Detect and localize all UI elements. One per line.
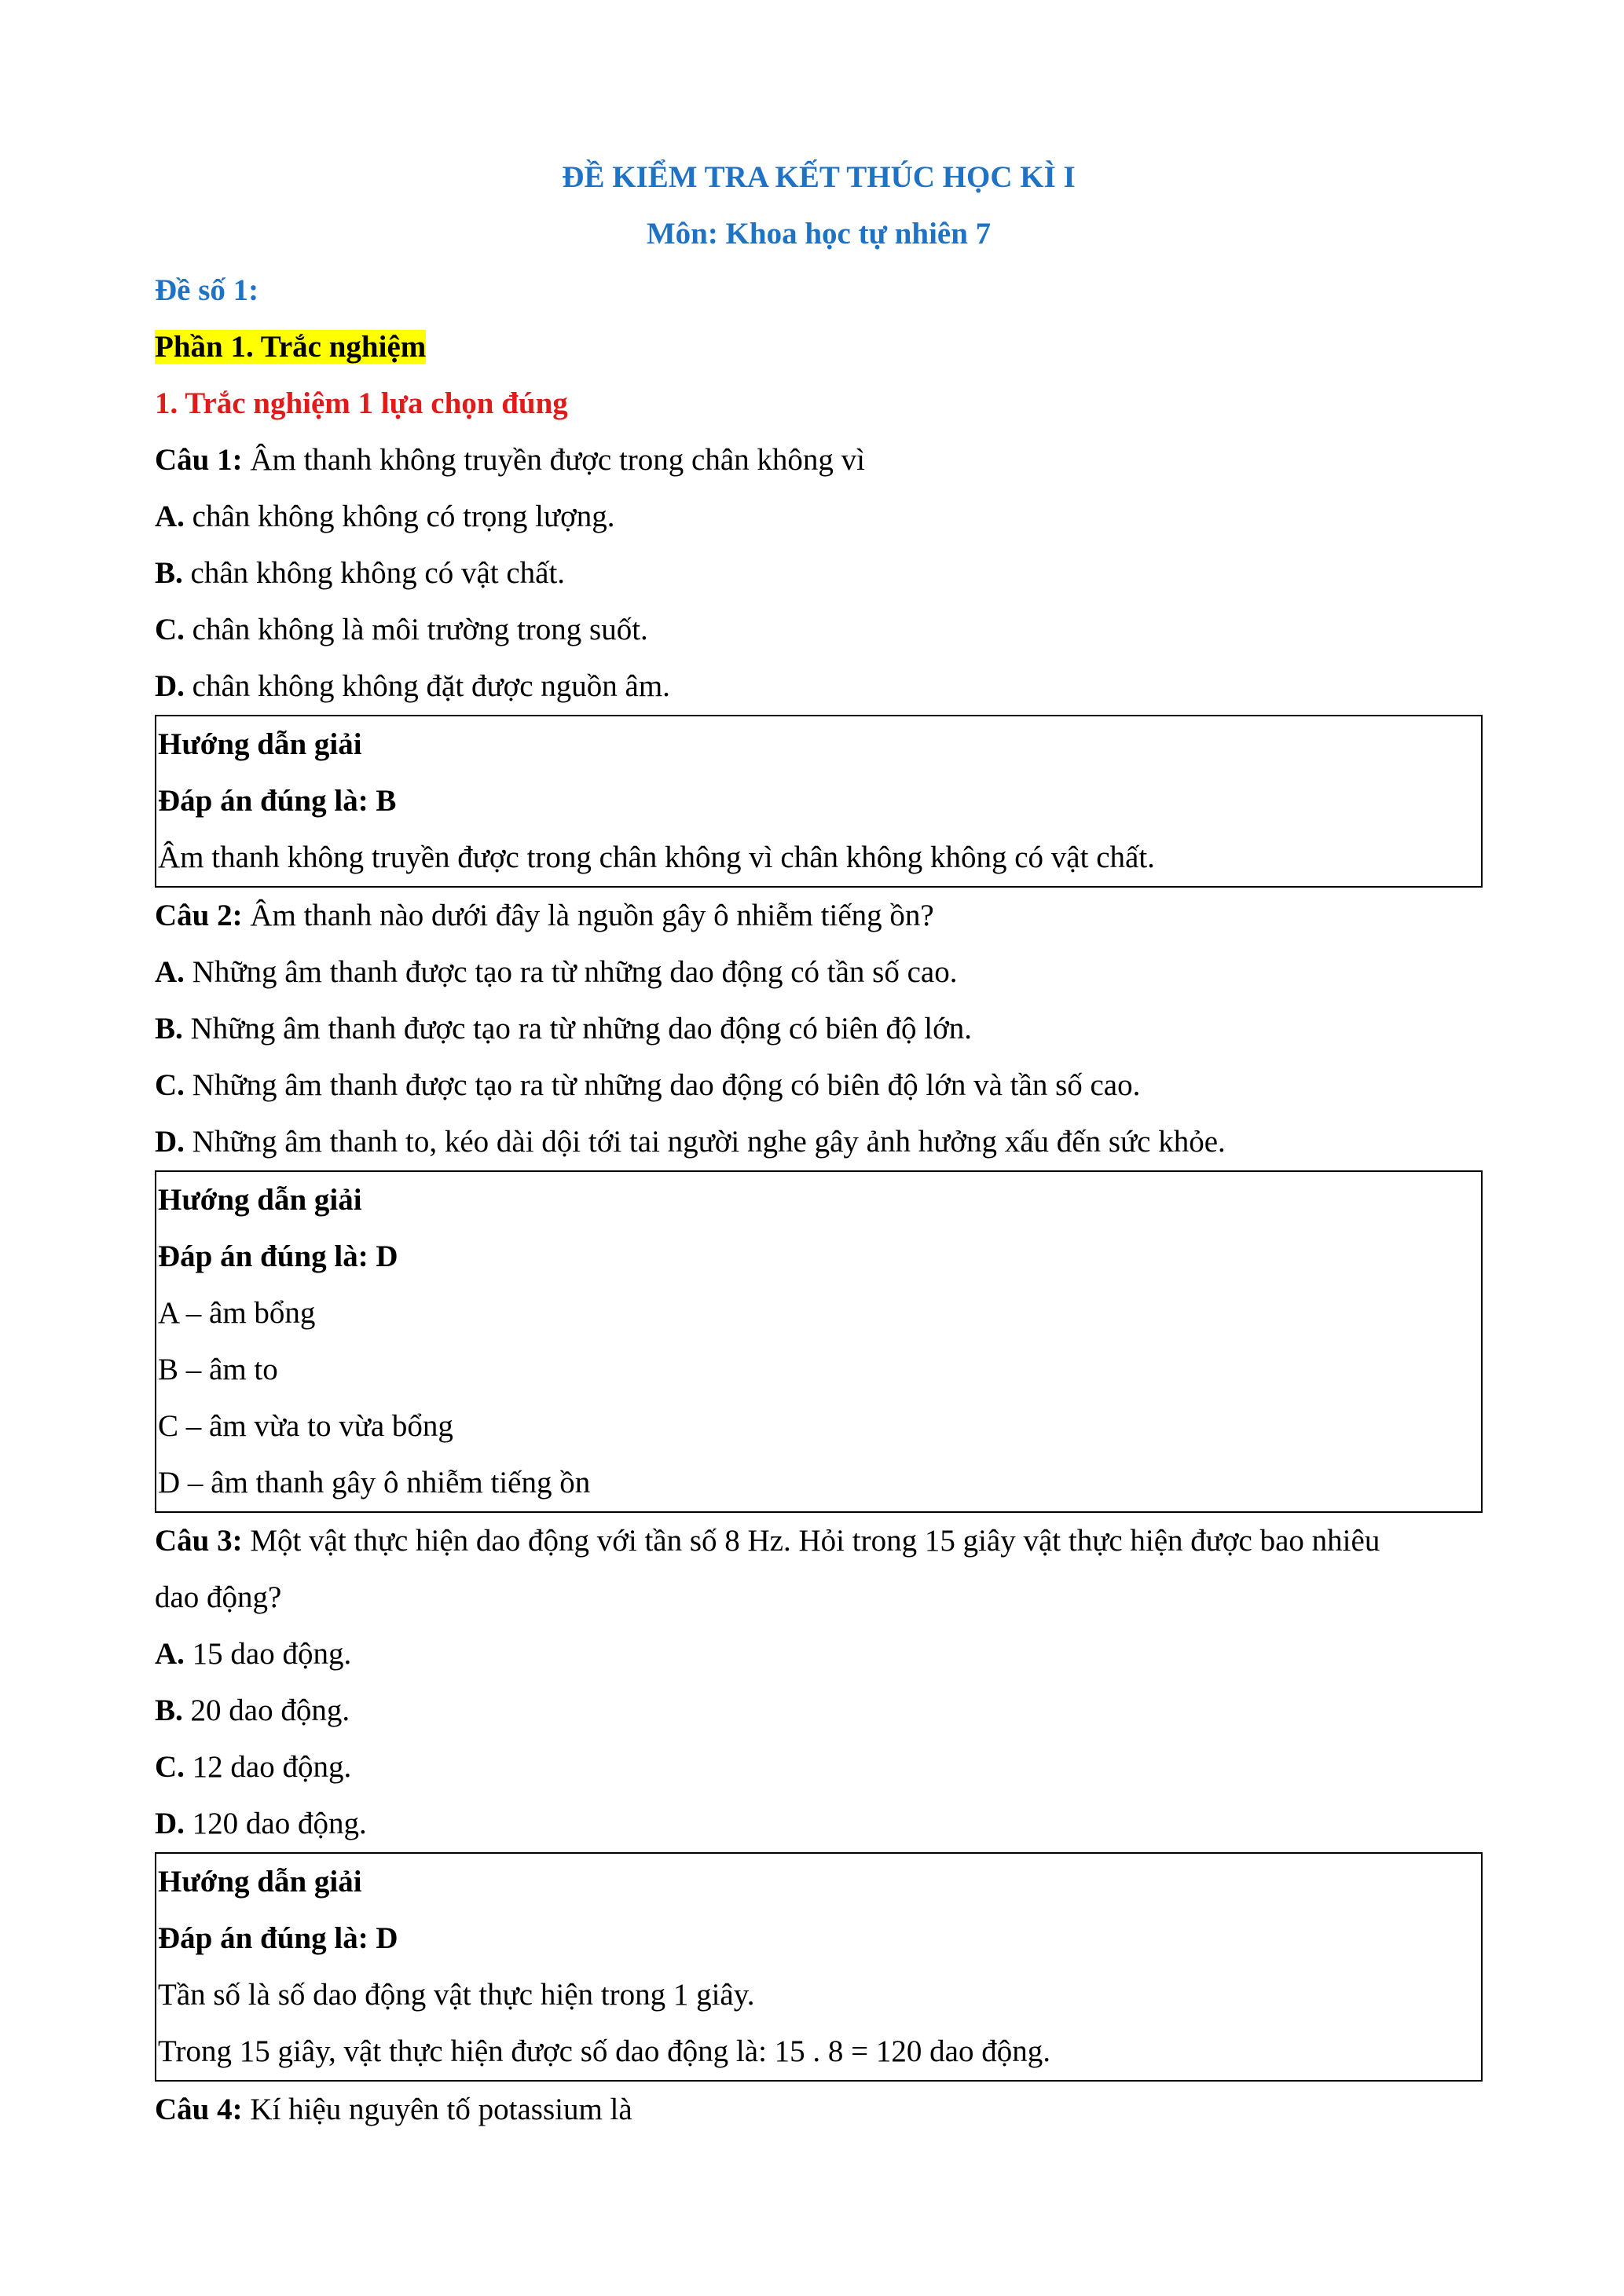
solution-line: Trong 15 giây, vật thực hiện được số dao động là: 15 . 8 = 120 dao động. [158,2034,1050,2068]
q1-option-a: A. chân không không có trọng lượng. [155,500,615,533]
exam-title: ĐỀ KIỂM TRA KẾT THÚC HỌC KÌ I [562,160,1076,194]
q2-option-b: B. Những âm thanh được tạo ra từ những dao động có biên độ lớn. [155,1012,972,1045]
q2-option-d: D. Những âm thanh to, kéo dài dội tới tai người nghe gây ảnh hưởng xấu đến sức khỏe. [155,1125,1226,1159]
question-3: Câu 3: Một vật thực hiện dao động với tần số 8 Hz. Hỏi trong 15 giây vật thực hiện được bao nhiêu [155,1524,1380,1558]
solution-heading: Hướng dẫn giải [158,1865,362,1899]
solution-line: Tần số là số dao động vật thực hiện trong 1 giây. [158,1978,755,2012]
question-1: Câu 1: Âm thanh không truyền được trong chân không vì [155,443,865,477]
q3-solution-box [155,1852,1483,2082]
solution-heading: Hướng dẫn giải [158,1183,362,1217]
solution-line: D – âm thanh gây ô nhiễm tiếng ồn [158,1466,591,1500]
question-3-cont: dao động? [155,1580,282,1614]
solution-answer: Đáp án đúng là: B [158,784,397,818]
section-heading: 1. Trắc nghiệm 1 lựa chọn đúng [155,386,568,420]
document-page [155,149,1483,2138]
q2-option-a: A. Những âm thanh được tạo ra từ những dao động có tần số cao. [155,955,958,989]
q1-option-d: D. chân không không đặt được nguồn âm. [155,669,670,703]
q3-option-a: A. 15 dao động. [155,1637,352,1671]
solution-answer: Đáp án đúng là: D [158,1240,398,1273]
part-heading: Phần 1. Trắc nghiệm [155,330,427,364]
solution-line: C – âm vừa to vừa bổng [158,1409,453,1443]
exam-number: Đề số 1: [155,273,259,307]
q1-option-c: C. chân không là môi trường trong suốt. [155,613,648,646]
question-4: Câu 4: Kí hiệu nguyên tố potassium là [155,2093,632,2126]
solution-line: B – âm to [158,1353,278,1386]
q3-option-d: D. 120 dao động. [155,1807,367,1840]
q2-option-c: C. Những âm thanh được tạo ra từ những dao động có biên độ lớn và tần số cao. [155,1068,1141,1102]
q3-option-b: B. 20 dao động. [155,1694,350,1727]
q3-option-c: C. 12 dao động. [155,1750,352,1784]
question-2: Câu 2: Âm thanh nào dưới đây là nguồn gây ô nhiễm tiếng ồn? [155,899,934,932]
solution-line: A – âm bổng [158,1296,316,1330]
solution-heading: Hướng dẫn giải [158,727,362,761]
exam-subject: Môn: Khoa học tự nhiên 7 [646,217,992,251]
solution-line: Âm thanh không truyền được trong chân không vì chân không không có vật chất. [158,840,1155,874]
q1-solution-box [155,715,1483,888]
q1-option-b: B. chân không không có vật chất. [155,556,566,590]
q2-solution-box [155,1170,1483,1513]
solution-answer: Đáp án đúng là: D [158,1921,398,1955]
